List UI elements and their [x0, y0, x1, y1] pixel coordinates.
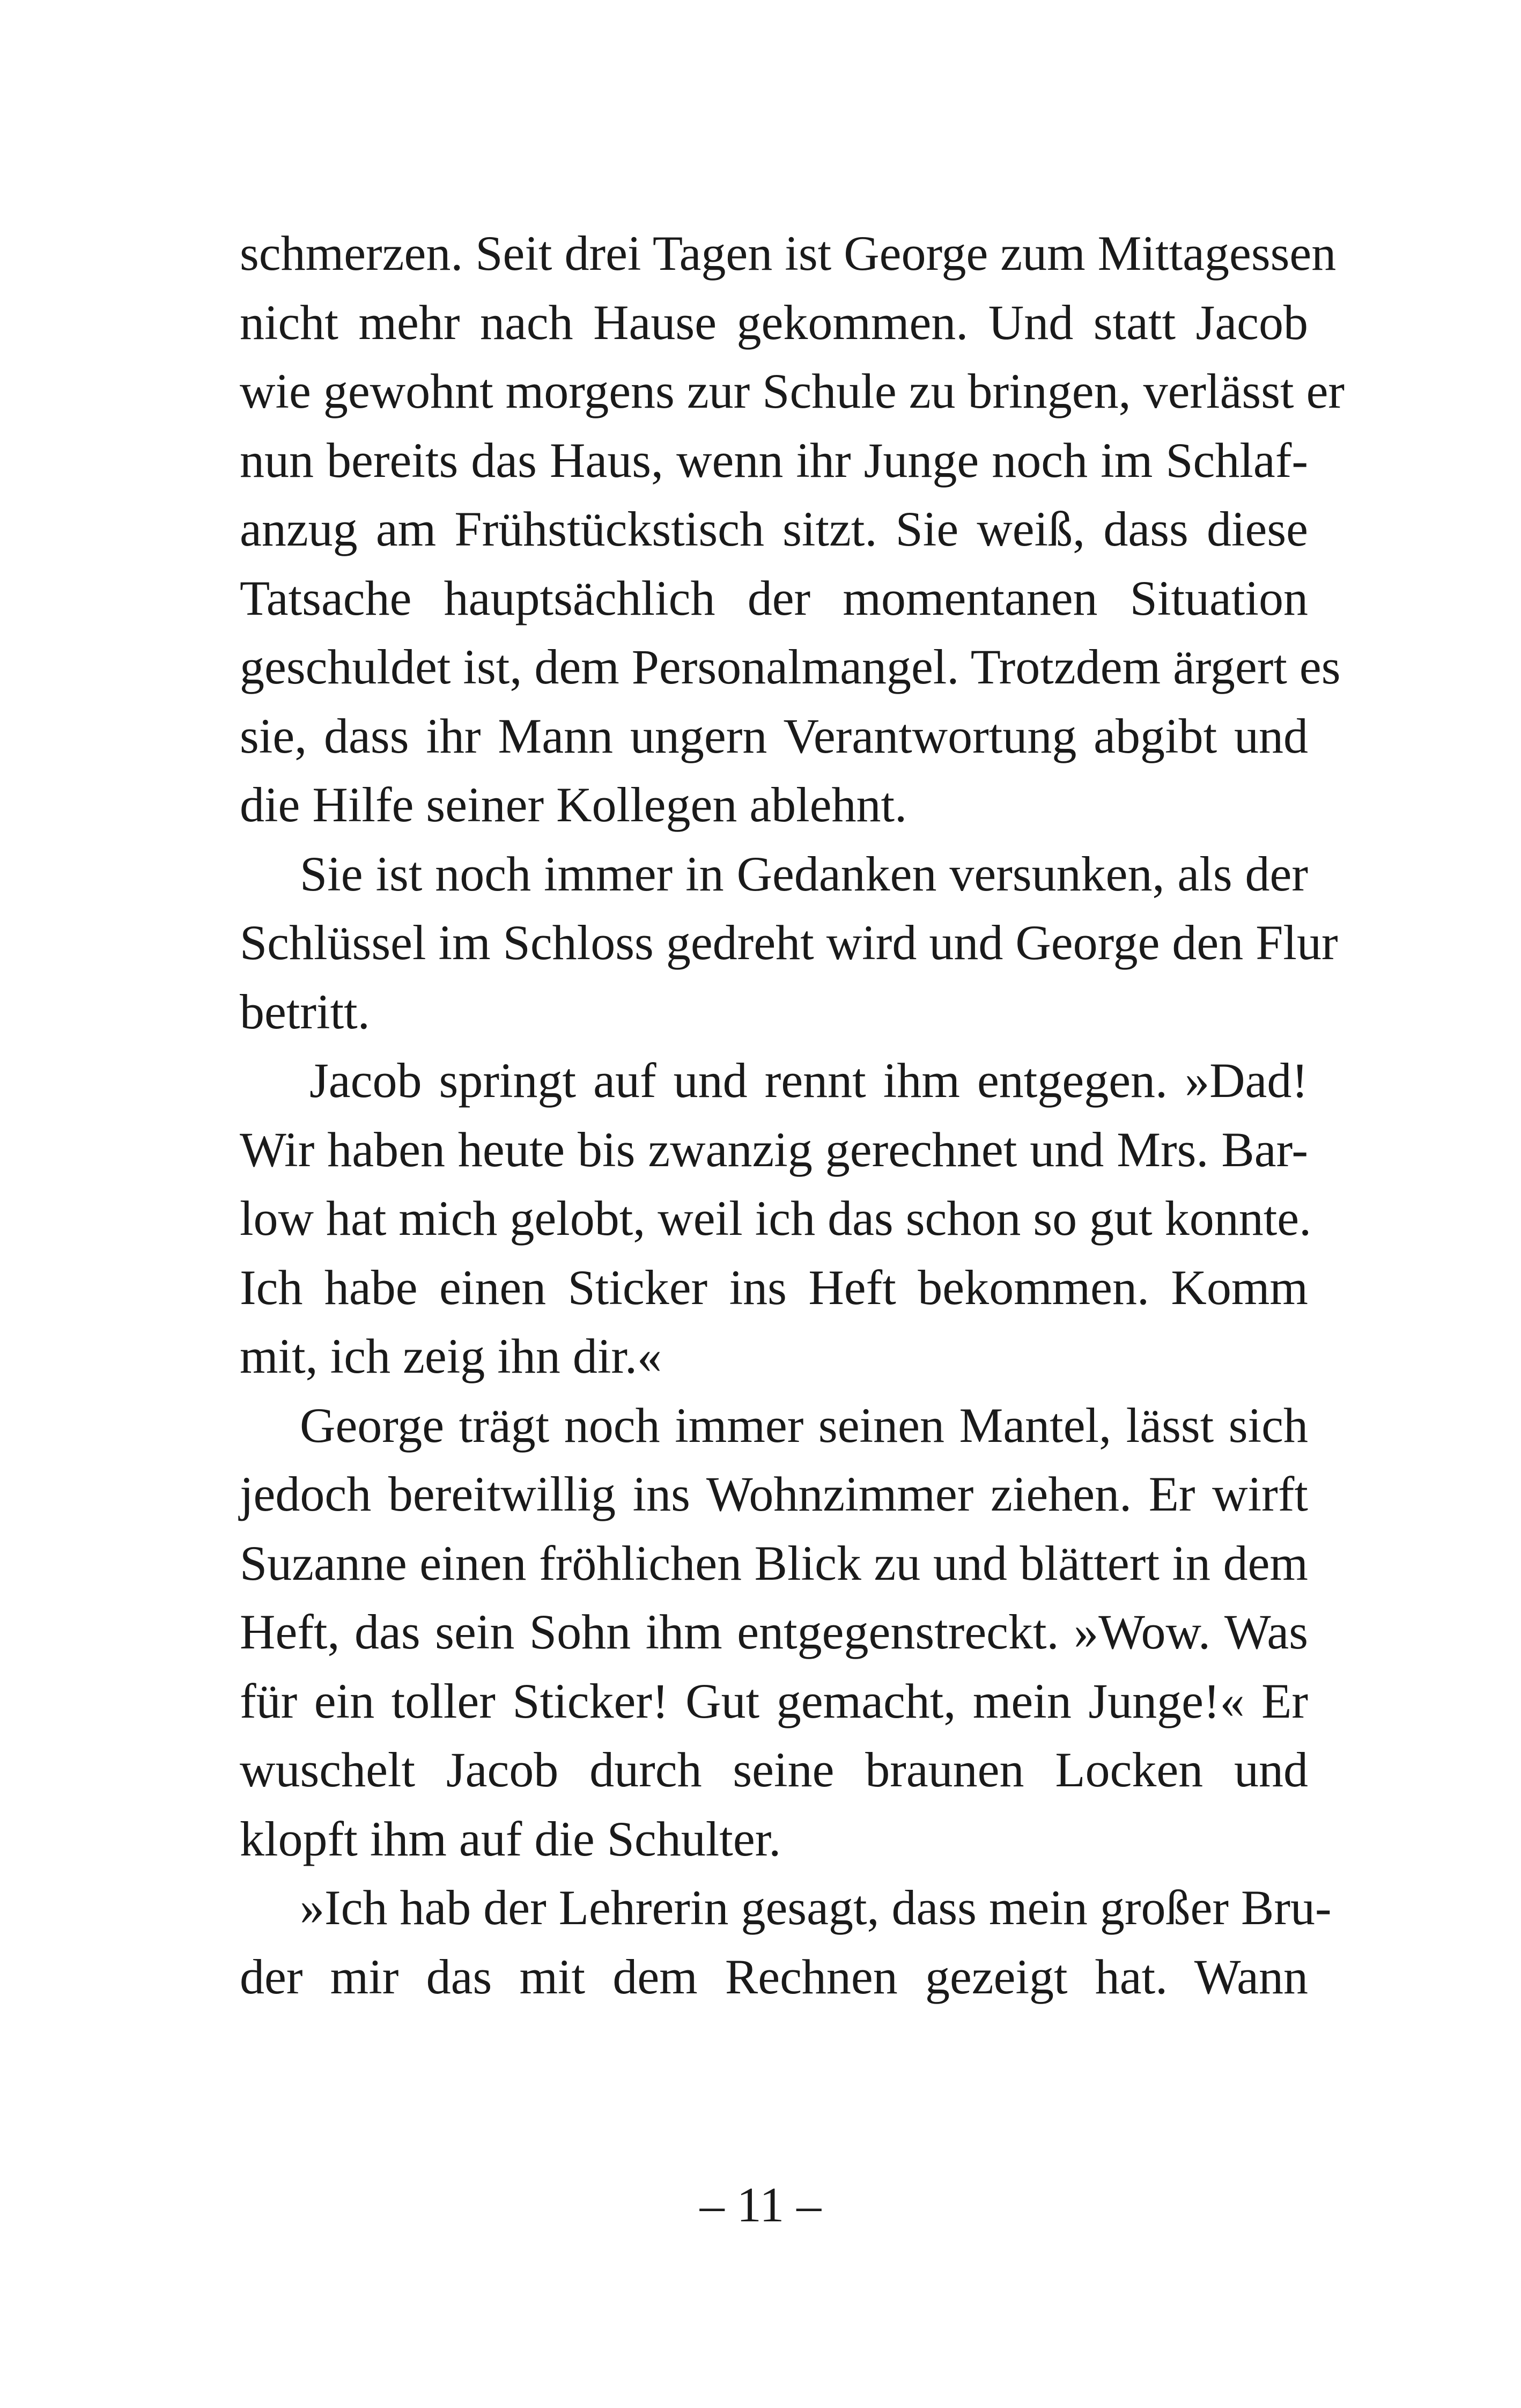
text-line: Suzanne einen fröhlichen Blick zu und blättert in dem: [240, 1535, 1308, 1590]
text-line: geschuldet ist, dem Personalmangel. Trotzdem ärgert es: [240, 639, 1341, 694]
text-line: Schlüssel im Schloss gedreht wird und George den Flur: [240, 915, 1338, 970]
text-line: wuschelt Jacob durch seine braunen Locken und: [240, 1742, 1308, 1797]
text-line: »Ich hab der Lehrerin gesagt, dass mein großer Bru-: [300, 1880, 1332, 1935]
text-line: die Hilfe seiner Kollegen ablehnt.: [240, 777, 907, 832]
text-line: Wir haben heute bis zwanzig gerechnet und Mrs. Bar-: [240, 1122, 1308, 1177]
text-line: betritt.: [240, 984, 370, 1039]
text-line: Ich habe einen Sticker ins Heft bekommen. Komm: [240, 1260, 1308, 1315]
text-line: anzug am Frühstückstisch sitzt. Sie weiß, dass diese: [240, 502, 1308, 556]
text-line: jedoch bereitwillig ins Wohnzimmer ziehen. Er wirft: [240, 1467, 1308, 1521]
text-line: schmerzen. Seit drei Tagen ist George zum Mittagessen: [240, 226, 1337, 281]
text-line: Heft, das sein Sohn ihm entgegenstreckt. »Wow. Was: [240, 1604, 1308, 1659]
text-line: klopft ihm auf die Schulter.: [240, 1811, 781, 1866]
text-line: nicht mehr nach Hause gekommen. Und statt Jacob: [240, 294, 1308, 350]
text-line: für ein toller Sticker! Gut gemacht, mein Junge!« Er: [240, 1673, 1308, 1728]
body-text: [240, 219, 1345, 2011]
text-line: George trägt noch immer seinen Mantel, lässt sich: [300, 1397, 1308, 1453]
text-line: sie, dass ihr Mann ungern Verantwortung abgibt und: [240, 708, 1308, 763]
text-line: der mir das mit dem Rechnen gezeigt hat. Wann: [240, 1949, 1308, 2004]
text-line: nun bereits das Haus, wenn ihr Junge noch im Schlaf-: [240, 432, 1308, 488]
text-line: Tatsache hauptsächlich der momentanen Situation: [240, 570, 1308, 625]
text-line: Sie ist noch immer in Gedanken versunken, als der: [300, 846, 1308, 901]
text-line: wie gewohnt morgens zur Schule zu bringen, verlässt er: [240, 364, 1345, 418]
text-line: Jacob springt auf und rennt ihm entgegen. »Dad!: [309, 1053, 1308, 1108]
text-line: mit, ich zeig ihn dir.«: [240, 1329, 662, 1383]
text-line: low hat mich gelobt, weil ich das schon so gut konnte.: [240, 1191, 1312, 1246]
page-number: – 11 –: [699, 2177, 822, 2232]
